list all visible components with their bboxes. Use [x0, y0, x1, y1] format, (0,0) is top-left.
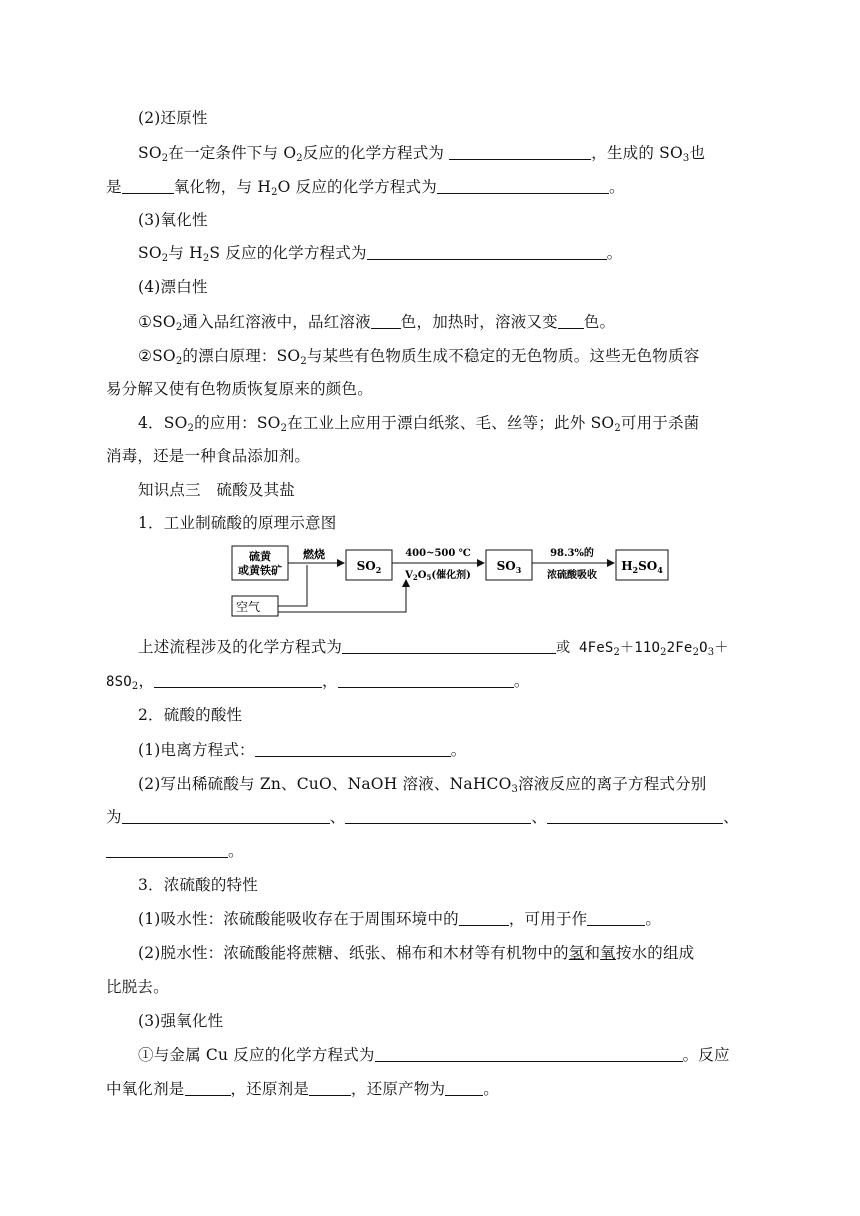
text-p14a: 上述流程涉及的化学方程式为: [138, 638, 343, 656]
answer-blank[interactable]: [342, 638, 556, 654]
text-p26b: 。反应: [682, 1046, 730, 1064]
text-p7c: 色，加热时，溶液又变: [400, 313, 558, 331]
text-p1: (2)还原性: [138, 109, 208, 127]
text-p14e: O: [699, 640, 708, 656]
paragraph-bleach-1: [138, 312, 758, 332]
text-sub2: 2: [692, 647, 700, 658]
answer-blank[interactable]: [122, 178, 174, 194]
paragraph-hygroscopic: [138, 909, 758, 929]
text-p7d: 色。: [583, 313, 616, 331]
text-p17a: (1)电离方程式：: [138, 741, 255, 759]
text-sub2: 2: [131, 681, 139, 692]
text-sub3: 3: [682, 153, 690, 164]
text-p10b: 的应用：SO: [194, 414, 281, 432]
text-sub2: 2: [300, 356, 307, 367]
text-p3d: 。: [608, 178, 625, 196]
heading-industrial-diagram: [138, 513, 758, 533]
text-p3a: 是: [106, 178, 122, 196]
heading-concentrated-properties: [138, 875, 758, 895]
text-sub2: 2: [280, 423, 288, 434]
text-diagram-h2so4_a: H: [621, 559, 633, 573]
text-p6: (4)漂白性: [138, 278, 208, 296]
text-sub2: 2: [296, 153, 303, 164]
text-p14f: ＋: [714, 640, 729, 656]
paragraph-process-equations: [138, 637, 758, 658]
answer-blank[interactable]: [185, 1080, 231, 1096]
text-p27c: ，还原产物为: [351, 1080, 446, 1098]
answer-blank[interactable]: [154, 672, 322, 688]
raw-material-label-1: 硫黄: [249, 550, 271, 563]
text-p20: 。: [228, 842, 244, 860]
answer-blank[interactable]: [106, 842, 228, 858]
answer-blank[interactable]: [309, 1080, 351, 1096]
text-p2a: SO: [138, 144, 162, 162]
text-diagram-h2so4_sub2: 4: [657, 565, 663, 575]
text-p3b: 氧化物，与 H: [173, 178, 272, 196]
air-label: 空气: [235, 600, 261, 614]
text-p27d: 。: [483, 1080, 499, 1098]
text-p5a: SO: [138, 244, 162, 262]
answer-blank[interactable]: [255, 741, 451, 757]
paragraph-bleach-2-cont: [106, 379, 758, 399]
combustion-label: 燃烧: [303, 548, 325, 561]
text-sub2: 2: [175, 356, 183, 367]
text-p19c: 、: [531, 808, 548, 826]
h2so4-label: [621, 559, 663, 575]
text-p18a: (2)写出稀硫酸与 Zn、CuO、NaOH 溶液、NaHCO: [138, 775, 512, 793]
text-p3c: O 反应的化学方程式为: [277, 178, 437, 196]
paragraph-ionic-equations: [138, 774, 758, 794]
paragraph-ionic-equations-cont: [106, 807, 758, 827]
raw-material-label-2: 或黄铁矿: [238, 564, 282, 577]
temperature-label: 400~500 ℃: [405, 548, 471, 559]
text-sub2: 2: [161, 153, 169, 164]
paragraph-so3-h2o: [106, 177, 758, 197]
paragraph-ionization: [138, 740, 758, 760]
text-sub2: 2: [175, 322, 183, 333]
text-p11: 消毒，还是一种食品添加剂。: [106, 447, 311, 465]
text-sub3: 3: [511, 784, 519, 795]
absorption-label-1: 98.3%的: [550, 548, 594, 559]
text-p23c: 和: [584, 944, 601, 962]
text-p2c: 反应的化学方程式为: [302, 144, 445, 162]
heading-oxidizing: [138, 210, 758, 230]
text-diagram-arrow2_bot_a: V: [405, 570, 413, 581]
text-p9: 易分解又使有色物质恢复原来的颜色。: [106, 380, 373, 398]
paragraph-cu-reaction: [138, 1045, 758, 1065]
text-diagram-h2so4_sub1: 2: [632, 565, 639, 575]
paragraph-bleach-2: [138, 346, 758, 366]
catalyst-label: [404, 568, 471, 582]
text-p15d: 。: [513, 672, 530, 690]
answer-blank[interactable]: [445, 1080, 483, 1096]
answer-blank[interactable]: [375, 1046, 683, 1062]
text-p14d: 2Fe: [666, 640, 693, 656]
answer-blank[interactable]: [587, 910, 645, 926]
text-p23d: 氧: [600, 944, 616, 962]
text-p25: (3)强氧化性: [138, 1012, 224, 1030]
text-p15a: 8SO: [106, 674, 132, 690]
text-diagram-arrow2_bot_b: O: [417, 570, 427, 581]
text-sub2: 2: [161, 253, 169, 264]
text-diagram-h2so4_b: SO: [638, 559, 658, 573]
text-diagram-arrow2_bot_sub1: 2: [412, 573, 418, 582]
text-p8a: ②SO: [138, 347, 176, 365]
paragraph-so2-h2s: [138, 243, 758, 263]
text-sub2: 2: [271, 187, 278, 198]
text-p27b: ，还原剂是: [230, 1080, 310, 1098]
text-diagram-so2_sub: 2: [375, 565, 382, 575]
text-p7a: ①SO: [138, 313, 176, 331]
text-p17b: 。: [450, 741, 467, 759]
text-p23e: 按水的组成: [615, 944, 695, 962]
text-p16: 2．硫酸的酸性: [138, 706, 243, 724]
text-diagram-so3: SO: [496, 559, 516, 573]
text-p2d: ，生成的 SO: [591, 144, 683, 162]
text-diagram-so2: SO: [356, 559, 376, 573]
text-p26a: ①与金属 Cu 反应的化学方程式为: [138, 1046, 375, 1064]
text-p22a: (1)吸水性：浓硫酸能吸收存在于周围环境中的: [138, 910, 459, 928]
heading-strong-oxidizing: [138, 1011, 758, 1031]
text-diagram-so3_sub: 3: [515, 565, 522, 575]
text-p14b: 或 4FeS: [556, 640, 614, 656]
text-p19b: 、: [329, 808, 346, 826]
text-p5d: 。: [606, 244, 623, 262]
answer-blank[interactable]: [449, 144, 591, 160]
text-p23b: 氢: [568, 944, 585, 962]
text-p22b: ，可用于作: [508, 910, 588, 928]
text-p22c: 。: [645, 910, 662, 928]
answer-blank[interactable]: [338, 672, 514, 688]
text-sub2: 2: [187, 423, 195, 434]
answer-blank[interactable]: [437, 178, 609, 194]
text-p24: 比脱去。: [106, 978, 169, 996]
paragraph-so2-uses-cont: [106, 446, 758, 466]
text-p15b: ，: [138, 672, 155, 690]
paragraph-ionic-equations-end: [106, 841, 758, 861]
text-sub2: 2: [614, 423, 621, 434]
paragraph-so2-uses: [138, 413, 758, 433]
text-p4: (3)氧化性: [138, 211, 208, 229]
answer-blank[interactable]: [122, 808, 330, 824]
text-sub3: 3: [707, 647, 715, 658]
text-p12: 知识点三 硫酸及其盐: [138, 481, 296, 499]
answer-blank[interactable]: [558, 313, 584, 329]
text-p21: 3．浓硫酸的特性: [138, 876, 258, 894]
answer-blank[interactable]: [459, 910, 509, 926]
text-p2e: 也: [689, 144, 706, 162]
answer-blank[interactable]: [367, 244, 607, 260]
text-p7b: 通入品红溶液中，品红溶液: [182, 313, 371, 331]
answer-blank[interactable]: [345, 808, 531, 824]
answer-blank[interactable]: [371, 313, 401, 329]
text-p5b: 与 H: [168, 244, 203, 262]
heading-acidity: [138, 705, 758, 725]
text-p8c: 与某些有色物质生成不稳定的无色物质。这些无色物质容: [306, 347, 700, 365]
text-p23a: (2)脱水性：浓硫酸能将蔗糖、纸张、棉布和木材等有机物中的: [138, 944, 569, 962]
industrial-sulfuric-acid-diagram: [228, 542, 672, 622]
text-p5c: S 反应的化学方程式为: [209, 244, 367, 262]
text-sub2: 2: [660, 647, 667, 658]
text-p19d: 、: [723, 808, 739, 826]
paragraph-dehydration-cont: [106, 977, 758, 997]
paragraph-cu-reaction-cont: [106, 1079, 758, 1099]
text-diagram-arrow2_bot_c: (催化剂): [431, 570, 471, 581]
text-p27a: 中氧化剂是: [106, 1080, 185, 1098]
text-sub2: 2: [202, 253, 210, 264]
text-p10c: 在工业上应用于漂白纸浆、毛、丝等；此外 SO: [287, 414, 615, 432]
section-title-sulfuric-acid: [138, 480, 758, 500]
text-sub2: 2: [613, 647, 621, 658]
heading-bleaching: [138, 277, 758, 297]
text-p10a: 4．SO: [138, 414, 188, 432]
paragraph-dehydration: [138, 943, 758, 963]
text-p18b: 溶液反应的离子方程式分别: [518, 775, 707, 793]
text-p10d: 可用于杀菌: [620, 414, 700, 432]
heading-reducibility: [138, 108, 758, 128]
text-p19a: 为: [106, 808, 122, 826]
text-p15c: ，: [322, 672, 338, 690]
text-diagram-arrow2_bot_sub2: 5: [426, 573, 432, 582]
text-p8b: 的漂白原理：SO: [182, 347, 301, 365]
paragraph-so2-o2: [138, 143, 758, 163]
text-p2b: 在一定条件下与 O: [168, 144, 297, 162]
answer-blank[interactable]: [547, 808, 723, 824]
absorption-label-2: 浓硫酸吸收: [547, 570, 597, 581]
text-p13: 1．工业制硫酸的原理示意图: [138, 514, 337, 532]
paragraph-process-equations-cont: [106, 671, 758, 692]
text-p14c: ＋11O: [620, 640, 661, 656]
